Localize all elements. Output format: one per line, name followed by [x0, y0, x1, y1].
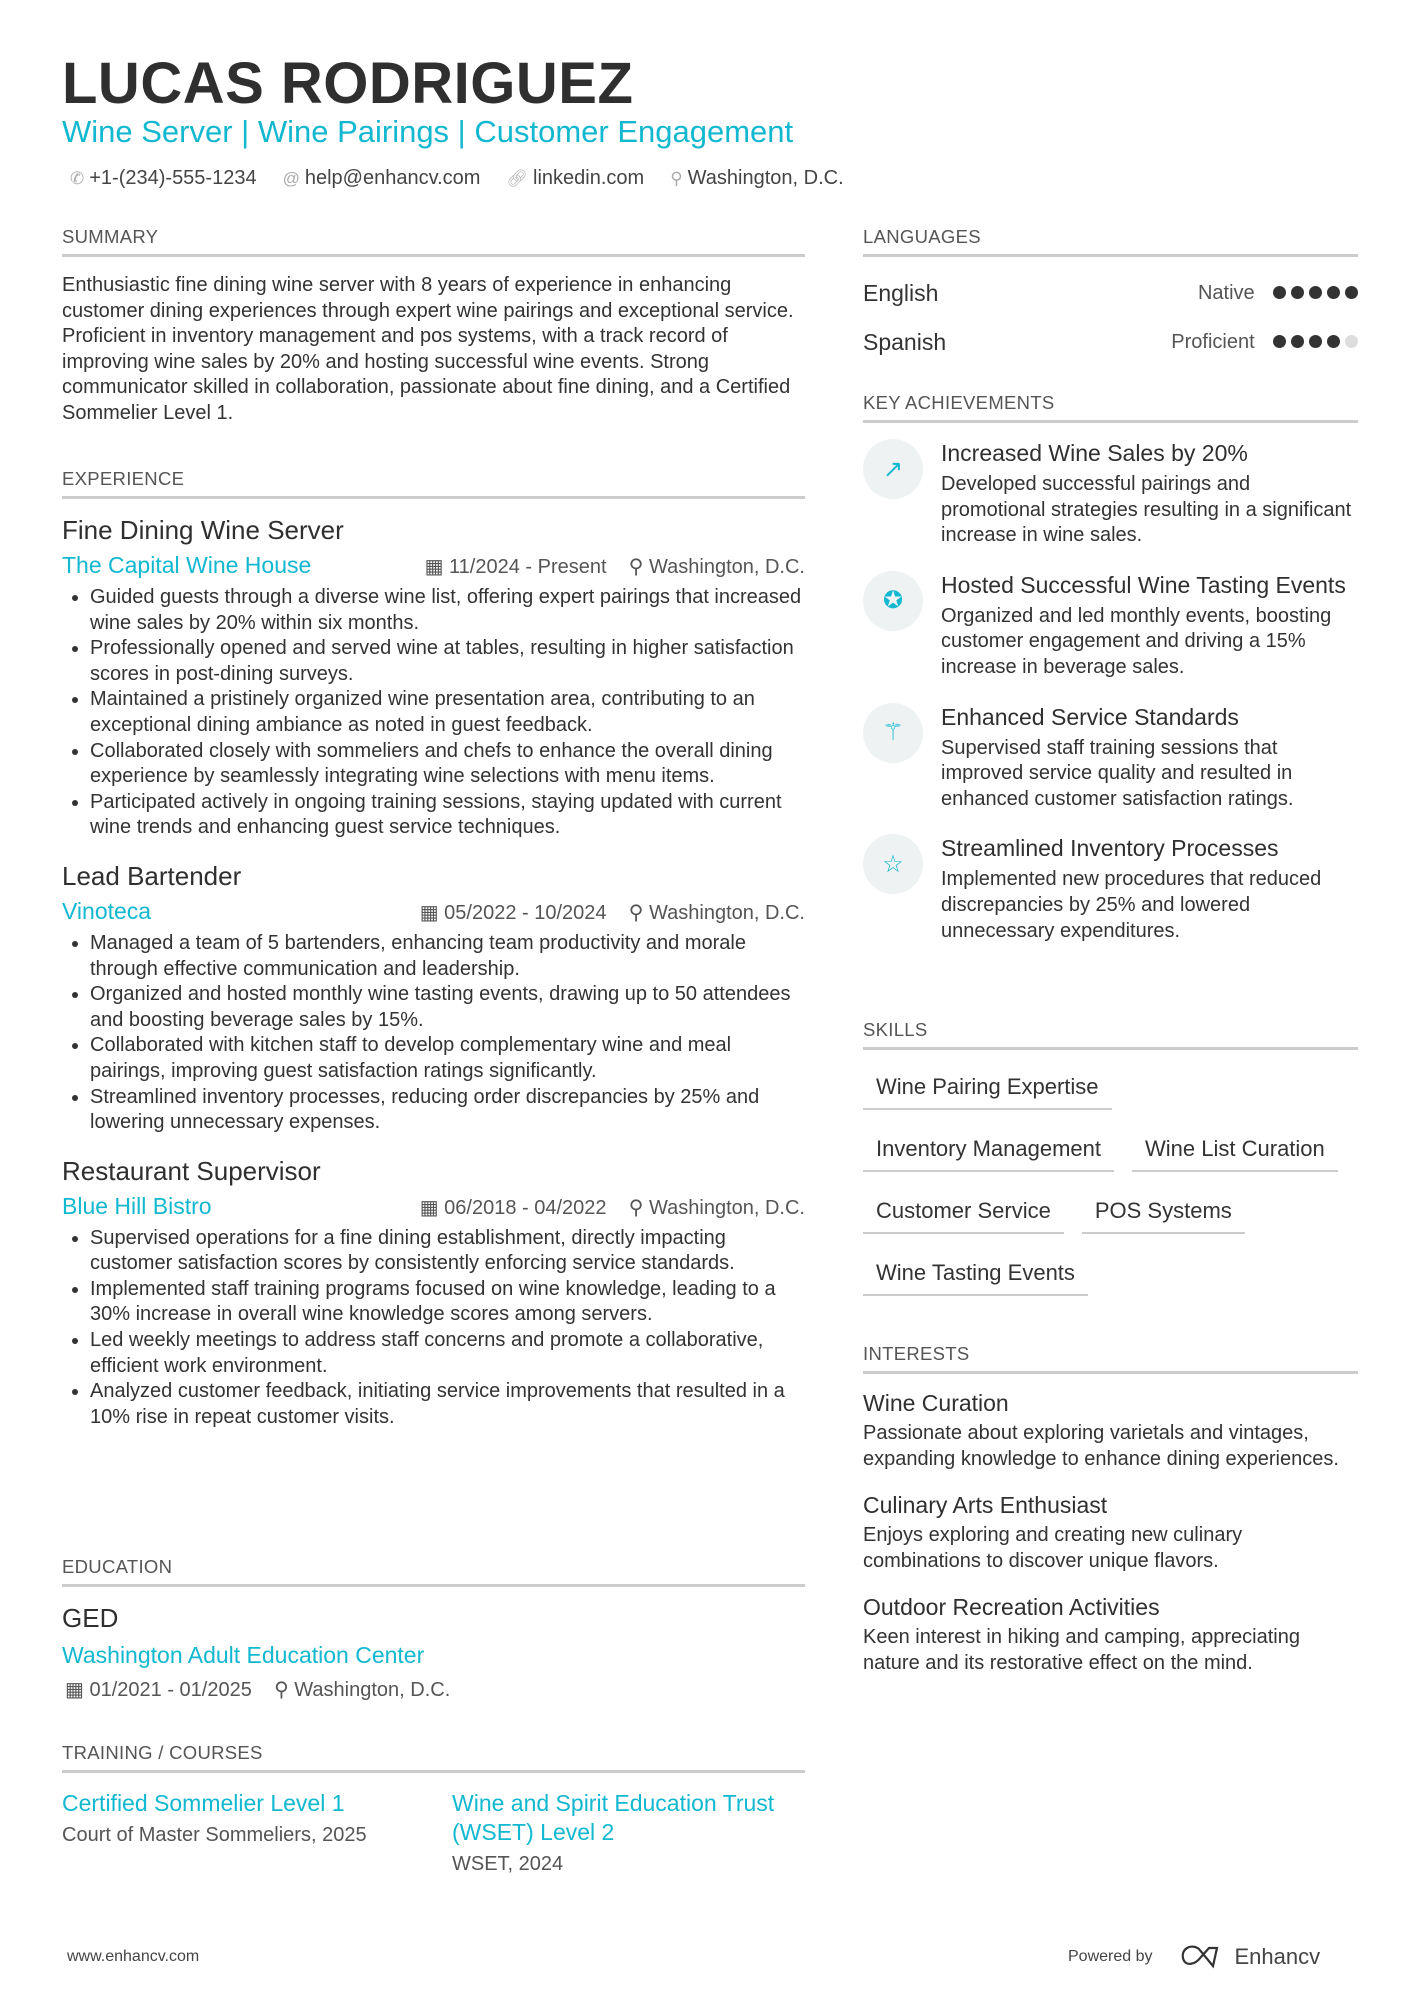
achievement-text: Developed successful pairings and promotional strategies resulting in a significant increase in wine sales.: [941, 473, 1352, 547]
job-location: Washington, D.C.: [649, 901, 805, 924]
job-bullet: • Managed a team of 5 bartenders, enhancing team productivity and morale through effective communication and leadership.: [90, 931, 805, 982]
achievement-text: Supervised staff training sessions that improved service quality and resulted in enhanced customer satisfaction ratings.: [941, 736, 1294, 810]
proficiency-dot: [1291, 286, 1304, 299]
section-heading: LANGUAGES: [863, 226, 1358, 257]
job-location: Washington, D.C.: [649, 1196, 805, 1219]
course: [62, 1789, 412, 1876]
job-bullet: • Organized and hosted monthly wine tasting events, drawing up to 50 attendees and boosting beverage sales by 15%.: [90, 982, 805, 1033]
email[interactable]: help@enhancv.com: [304, 167, 481, 189]
proficiency-dot: [1273, 335, 1286, 348]
course: [452, 1789, 805, 1876]
job-entry: [62, 515, 805, 841]
interest-text: Enjoys exploring and creating new culinary combinations to discover unique flavors.: [863, 1524, 1243, 1572]
job-title: Restaurant Supervisor: [62, 1155, 321, 1186]
section-heading: TRAINING / COURSES: [62, 1742, 805, 1773]
section-heading: INTERESTS: [863, 1343, 1358, 1374]
calendar-icon: ▦: [424, 556, 444, 578]
interest-item: [863, 1594, 1358, 1676]
job-bullet: • Collaborated closely with sommeliers and chefs to enhance the overall dining experience by seamlessly integrating wine selections with menu items.: [90, 739, 805, 790]
skill-tag: POS Systems: [1082, 1198, 1245, 1234]
school: Washington Adult Education Center: [62, 1642, 425, 1668]
section-heading: EDUCATION: [62, 1556, 805, 1587]
job-entry: [62, 861, 805, 1136]
proficiency-dot: [1273, 286, 1286, 299]
proficiency-dot: [1309, 286, 1322, 299]
summary-text: Enthusiastic fine dining wine server with 8 years of experience in enhancing customer dining experiences through expert wine pairings and exceptional service. Proficient in inventory management and pos systems, with a track record of improving wine sales by 20% and hosting successful wine events. Strong communicator skilled in collaboration, passionate about fine dining, and a Certified Sommelier Level 1.: [62, 274, 794, 424]
proficiency-dot: [1345, 335, 1358, 348]
phone-icon: ✆: [70, 169, 85, 188]
job-location: Washington, D.C.: [649, 556, 805, 578]
star-icon: ☆: [863, 834, 923, 894]
achievement-title: Increased Wine Sales by 20%: [941, 440, 1248, 466]
job-title: Lead Bartender: [62, 860, 242, 891]
proficiency-dots: [1268, 335, 1358, 352]
headline: Wine Server | Wine Pairings | Customer Engagement: [62, 114, 794, 149]
interest-title: Wine Curation: [863, 1390, 1009, 1416]
job-bullet: • Guided guests through a diverse wine list, offering expert pairings that increased wine sales by 20% within six months.: [90, 585, 805, 636]
interest-item: [863, 1492, 1358, 1574]
achievement-item: [863, 834, 1358, 944]
footer-site[interactable]: www.enhancv.com: [67, 1948, 200, 1965]
growth-arrow-icon: ↗: [863, 439, 923, 499]
location-icon: ⚲: [628, 1196, 644, 1219]
training-section: [62, 1742, 805, 1876]
education-section: [62, 1556, 805, 1702]
language-level: Native: [1197, 282, 1255, 304]
job-bullet: • Maintained a pristinely organized wine presentation area, contributing to an exceptional dining ambiance as noted in guest feedback.: [90, 687, 805, 738]
magic-wand-icon: ⚚: [863, 703, 923, 763]
language-item: [863, 318, 1358, 367]
calendar-icon: ▦: [419, 1196, 439, 1219]
job-bullet: • Analyzed customer feedback, initiating service improvements that resulted in a 10% rise in repeat customer visits.: [90, 1379, 805, 1430]
achievement-item: [863, 571, 1358, 681]
skill-tag: Wine Tasting Events: [863, 1260, 1088, 1296]
proficiency-dot: [1327, 286, 1340, 299]
edu-location: Washington, D.C.: [294, 1679, 451, 1701]
interest-item: [863, 1390, 1358, 1472]
company: Vinoteca: [62, 897, 152, 924]
section-heading: SKILLS: [863, 1019, 1358, 1050]
course-provider: WSET, 2024: [452, 1853, 564, 1875]
job-bullet: • Led weekly meetings to address staff concerns and promote a collaborative, efficient work environment.: [90, 1328, 805, 1379]
course-provider: Court of Master Sommeliers, 2025: [62, 1824, 367, 1846]
job-entry: [62, 1156, 805, 1431]
achievement-title: Enhanced Service Standards: [941, 703, 1239, 730]
proficiency-dot: [1327, 335, 1340, 348]
achievement-title: Hosted Successful Wine Tasting Events: [941, 571, 1346, 598]
linkedin[interactable]: linkedin.com: [533, 167, 645, 189]
at-icon: @: [282, 169, 300, 188]
enhancv-logo-icon: [1179, 1945, 1225, 1969]
achievement-item: [863, 439, 1358, 549]
interest-title: Outdoor Recreation Activities: [863, 1594, 1160, 1621]
job-bullet: • Streamlined inventory processes, reducing order discrepancies by 25% and lowering unnecessary expenses.: [90, 1085, 805, 1136]
location-icon: ⚲: [628, 556, 644, 578]
proficiency-dot: [1309, 335, 1322, 348]
job-dates: 06/2018 - 04/2022: [444, 1196, 607, 1219]
proficiency-dot: [1345, 286, 1358, 299]
interests-section: [863, 1343, 1358, 1697]
location-icon: ⚲: [274, 1679, 289, 1701]
proficiency-dot: [1291, 335, 1304, 348]
job-dates: 05/2022 - 10/2024: [444, 901, 607, 924]
job-bullet: • Professionally opened and served wine at tables, resulting in higher satisfaction scores in post-dining surveys.: [90, 636, 805, 687]
language-name: English: [863, 280, 939, 306]
company: The Capital Wine House: [62, 552, 312, 578]
job-title: Fine Dining Wine Server: [62, 515, 344, 545]
course-title: Certified Sommelier Level 1: [62, 1790, 345, 1816]
location-icon: ⚲: [628, 901, 644, 924]
language-level: Proficient: [1171, 331, 1255, 353]
languages-section: [863, 226, 1358, 367]
enhancv-wordmark: Enhancv: [1234, 1944, 1321, 1969]
job-dates: 11/2024 - Present: [449, 556, 607, 578]
job-bullet: • Collaborated with kitchen staff to develop complementary wine and meal pairings, improving guest satisfaction ratings significantly.: [90, 1033, 805, 1084]
language-item: [863, 269, 1358, 318]
company: Blue Hill Bistro: [62, 1192, 212, 1219]
calendar-icon: ▦: [65, 1679, 84, 1701]
phone: +1-(234)-555-1234: [89, 167, 257, 189]
candidate-name: LUCAS RODRIGUEZ: [62, 51, 634, 116]
degree: GED: [62, 1603, 119, 1633]
skill-tag: Wine Pairing Expertise: [863, 1074, 1112, 1110]
section-heading: EXPERIENCE: [62, 468, 805, 499]
powered-by: Powered by: [1068, 1948, 1153, 1965]
interest-text: Passionate about exploring varietals and vintages, expanding knowledge to enhance dining experiences.: [863, 1422, 1339, 1470]
skills-section: [863, 1019, 1358, 1296]
achievement-title: Streamlined Inventory Processes: [941, 835, 1279, 862]
skill-tag: Customer Service: [863, 1198, 1064, 1234]
proficiency-dots: [1268, 286, 1358, 303]
achievement-item: [863, 703, 1358, 813]
achievement-text: Implemented new procedures that reduced discrepancies by 25% and lowered unnecessary expenditures.: [941, 868, 1322, 942]
job-bullet: • Supervised operations for a fine dining establishment, directly impacting customer satisfaction scores by consistently enforcing service standards.: [90, 1226, 805, 1277]
summary-section: [62, 226, 805, 427]
footer-brand: [1068, 1944, 1320, 1970]
calendar-icon: ▦: [419, 901, 439, 924]
contact-row: [70, 167, 844, 190]
language-name: Spanish: [863, 329, 947, 355]
interest-title: Culinary Arts Enthusiast: [863, 1492, 1108, 1519]
job-bullet: • Implemented staff training programs focused on wine knowledge, leading to a 30% increase in overall wine knowledge scores among servers.: [90, 1277, 805, 1328]
skill-tag: Inventory Management: [863, 1136, 1114, 1172]
section-heading: KEY ACHIEVEMENTS: [863, 392, 1358, 423]
award-ribbon-icon: ✪: [863, 571, 923, 631]
achievement-text: Organized and led monthly events, boosting customer engagement and driving a 15% increase in beverage sales.: [941, 604, 1332, 678]
course-title: Wine and Spirit Education Trust (WSET) Level 2: [452, 1790, 775, 1845]
section-heading: SUMMARY: [62, 226, 805, 257]
job-bullet: • Participated actively in ongoing training sessions, staying updated with current wine trends and enhancing guest service techniques.: [90, 790, 805, 841]
edu-dates: 01/2021 - 01/2025: [89, 1679, 252, 1701]
location: Washington, D.C.: [687, 167, 844, 189]
experience-section: [62, 468, 805, 1430]
achievements-section: [863, 392, 1358, 966]
skill-tag: Wine List Curation: [1132, 1136, 1338, 1172]
enhancv-logo: [1179, 1944, 1321, 1970]
location-icon: ⚲: [670, 169, 683, 188]
interest-text: Keen interest in hiking and camping, appreciating nature and its restorative effect on the mind.: [863, 1626, 1300, 1674]
link-icon: 🔗︎: [506, 169, 529, 188]
